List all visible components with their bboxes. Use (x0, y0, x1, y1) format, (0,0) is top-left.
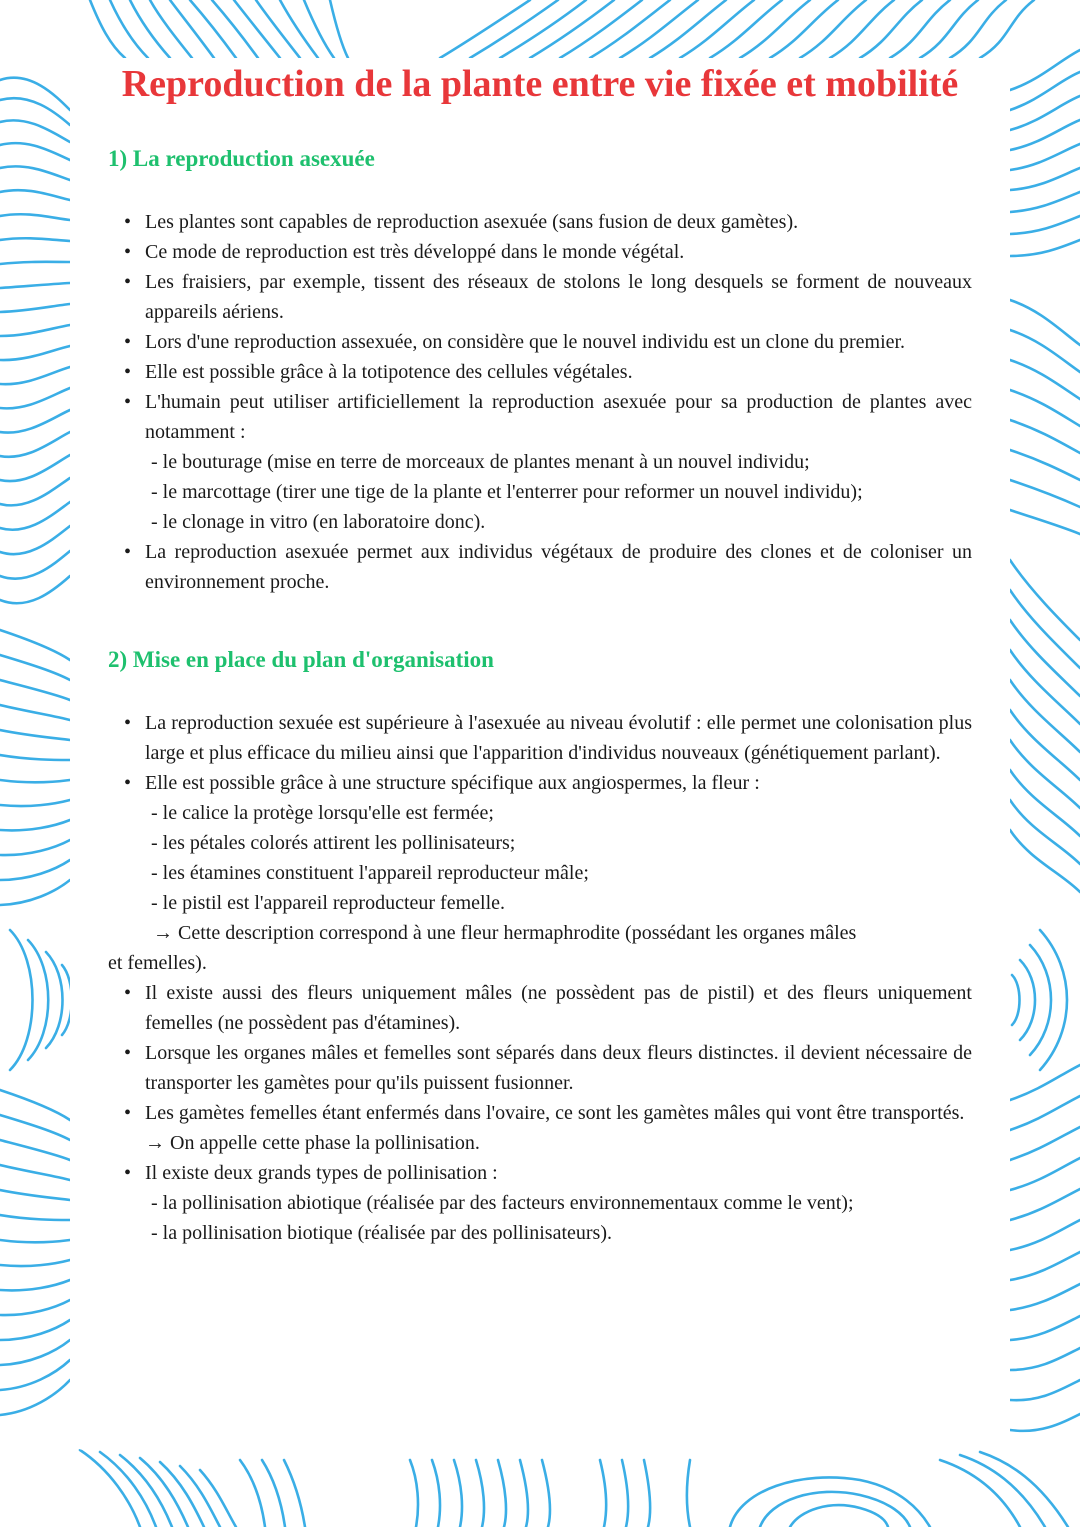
list-item (108, 1098, 972, 1158)
list-item: • Lors d'une reproduction assexuée, on considère que le nouvel individu est un clone du premier. (108, 327, 972, 357)
section-2-heading: 2) Mise en place du plan d'organisation (108, 647, 494, 672)
arrow-note: → Cette description correspond à une fleur hermaphrodite (possédant les organes mâles (153, 922, 857, 944)
sub-item: - la pollinisation biotique (réalisée par des pollinisateurs). (151, 1222, 612, 1244)
list-item: • La reproduction sexuée est supérieure à l'asexuée au niveau évolutif : elle permet une colonisation plus large et plus efficace du milieu ainsi que l'apparition d'individus nouveaux (génétiquement parlant). (108, 708, 972, 768)
section-2-list (108, 708, 972, 1248)
sub-item: - le clonage in vitro (en laboratoire donc). (151, 511, 486, 533)
page-title: Reproduction de la plante entre vie fixée et mobilité (121, 63, 959, 105)
list-item (108, 387, 972, 537)
list-item-text: Elle est possible grâce à une structure spécifique aux angiospermes, la fleur : (145, 772, 760, 794)
list-item: • Les fraisiers, par exemple, tissent des réseaux de stolons le long desquels se forment de nouveaux appareils aériens. (108, 267, 972, 327)
list-item: • Ce mode de reproduction est très développé dans le monde végétal. (108, 237, 972, 267)
list-item (108, 1158, 972, 1248)
arrow-note-continuation: et femelles). (108, 952, 207, 974)
section-1-heading: 1) La reproduction asexuée (108, 146, 375, 171)
list-item-text: Il existe deux grands types de pollinisation : (145, 1162, 498, 1184)
list-item-text: Les gamètes femelles étant enfermés dans l'ovaire, ce sont les gamètes mâles qui vont être transportés. (145, 1102, 965, 1124)
sub-item: - la pollinisation abiotique (réalisée par des facteurs environnementaux comme le vent); (151, 1192, 854, 1214)
list-item: • La reproduction asexuée permet aux individus végétaux de produire des clones et de coloniser un environnement proche. (108, 537, 972, 597)
sub-item: - le bouturage (mise en terre de morceaux de plantes menant à un nouvel individu; (151, 451, 810, 473)
list-item: • Les plantes sont capables de reproduction asexuée (sans fusion de deux gamètes). (108, 207, 972, 237)
list-item-text: L'humain peut utiliser artificiellement la reproduction asexuée pour sa production de plantes avec notamment : (145, 391, 972, 443)
sub-item: - les étamines constituent l'appareil reproducteur mâle; (151, 862, 589, 884)
list-item (108, 768, 972, 978)
sub-item: - le calice la protège lorsqu'elle est fermée; (151, 802, 494, 824)
list-item: • Lorsque les organes mâles et femelles sont séparés dans deux fleurs distinctes. il devient nécessaire de transporter les gamètes pour qu'ils puissent fusionner. (108, 1038, 972, 1098)
sub-item: - le marcottage (tirer une tige de la plante et l'enterrer pour reformer un nouvel individu); (151, 481, 863, 503)
sub-item: - les pétales colorés attirent les pollinisateurs; (151, 832, 516, 854)
arrow-note: → On appelle cette phase la pollinisation. (145, 1132, 480, 1154)
section-1-list (108, 207, 972, 597)
list-item: • Il existe aussi des fleurs uniquement mâles (ne possèdent pas de pistil) et des fleurs uniquement femelles (ne possèdent pas d'étamines). (108, 978, 972, 1038)
sub-item: - le pistil est l'appareil reproducteur femelle. (151, 892, 506, 914)
list-item: • Elle est possible grâce à la totipotence des cellules végétales. (108, 357, 972, 387)
